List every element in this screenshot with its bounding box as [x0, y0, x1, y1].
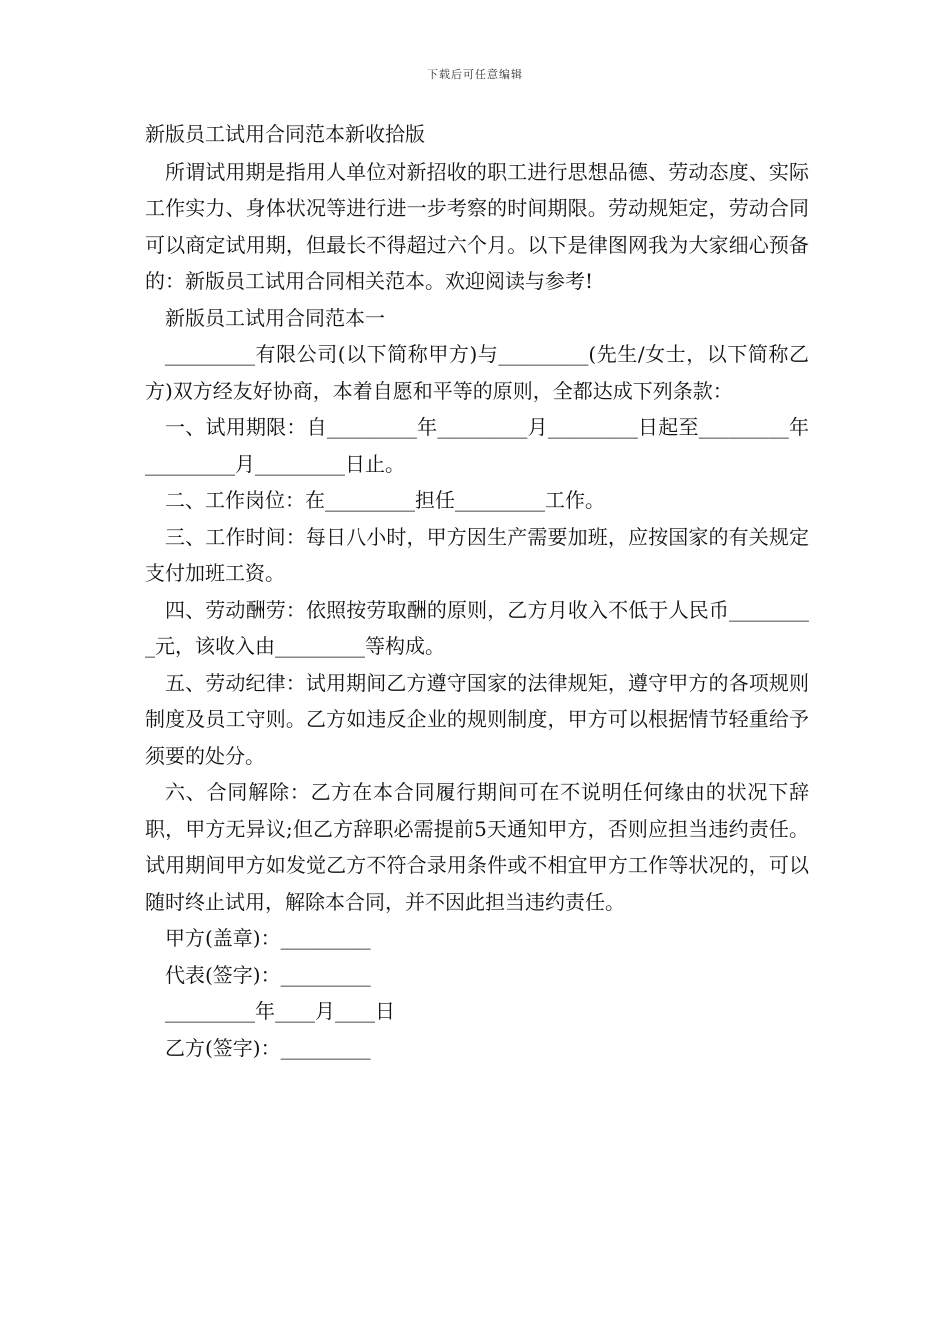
document-body	[145, 116, 809, 1066]
clause-discipline: 五、劳动纪律：试用期间乙方遵守国家的法律规矩，遵守甲方的各项规则制度及员工守则。乙方如违反企业的规则制度，甲方可以根据情节轻重给予须要的处分。	[145, 670, 809, 768]
intro-paragraph: 所谓试用期是指用人单位对新招收的职工进行思想品德、劳动态度、实际工作实力、身体状况等进行进一步考察的时间期限。劳动规矩定，劳动合同可以商定试用期，但最长不得超过六个月。以下是律图网我为大家细心预备的：新版员工试用合同相关范本。欢迎阅读与参考!	[145, 159, 809, 293]
clause-termination: 六、合同解除：乙方在本合同履行期间可在不说明任何缘由的状况下辞职，甲方无异议;但乙方辞职必需提前5天通知甲方，否则应担当违约责任。试用期间甲方如发觉乙方不符合录用条件或不相宜甲方工作等状况的，可以随时终止试用，解除本合同，并不因此担当违约责任。	[145, 780, 809, 914]
header-note: 下载后可任意编辑	[427, 68, 523, 81]
section-title: 新版员工试用合同范本一	[165, 305, 385, 330]
signature-party-b: 乙方(签字)：_________	[165, 1035, 371, 1060]
parties-paragraph: _________有限公司(以下简称甲方)与_________(先生/女士，以下简称乙方)双方经友好协商，本着自愿和平等的原则，全都达成下列条款：	[145, 342, 809, 403]
clause-remuneration: 四、劳动酬劳：依照按劳取酬的原则，乙方月收入不低于人民币_________元，该收入由_________等构成。	[145, 597, 809, 658]
clause-working-hours: 三、工作时间：每日八小时，甲方因生产需要加班，应按国家的有关规定支付加班工资。	[145, 524, 809, 585]
signature-party-a: 甲方(盖章)：_________	[165, 926, 371, 950]
clause-position: 二、工作岗位：在_________担任_________工作。	[165, 488, 605, 512]
signature-representative: 代表(签字)：_________	[165, 962, 371, 987]
document-title: 新版员工试用合同范本新收拾版	[145, 122, 425, 146]
signature-date: _________年____月____日	[165, 999, 395, 1023]
clause-probation-period: 一、试用期限：自_________年_________月_________日起至_________年_________月_________日止。	[145, 415, 809, 476]
